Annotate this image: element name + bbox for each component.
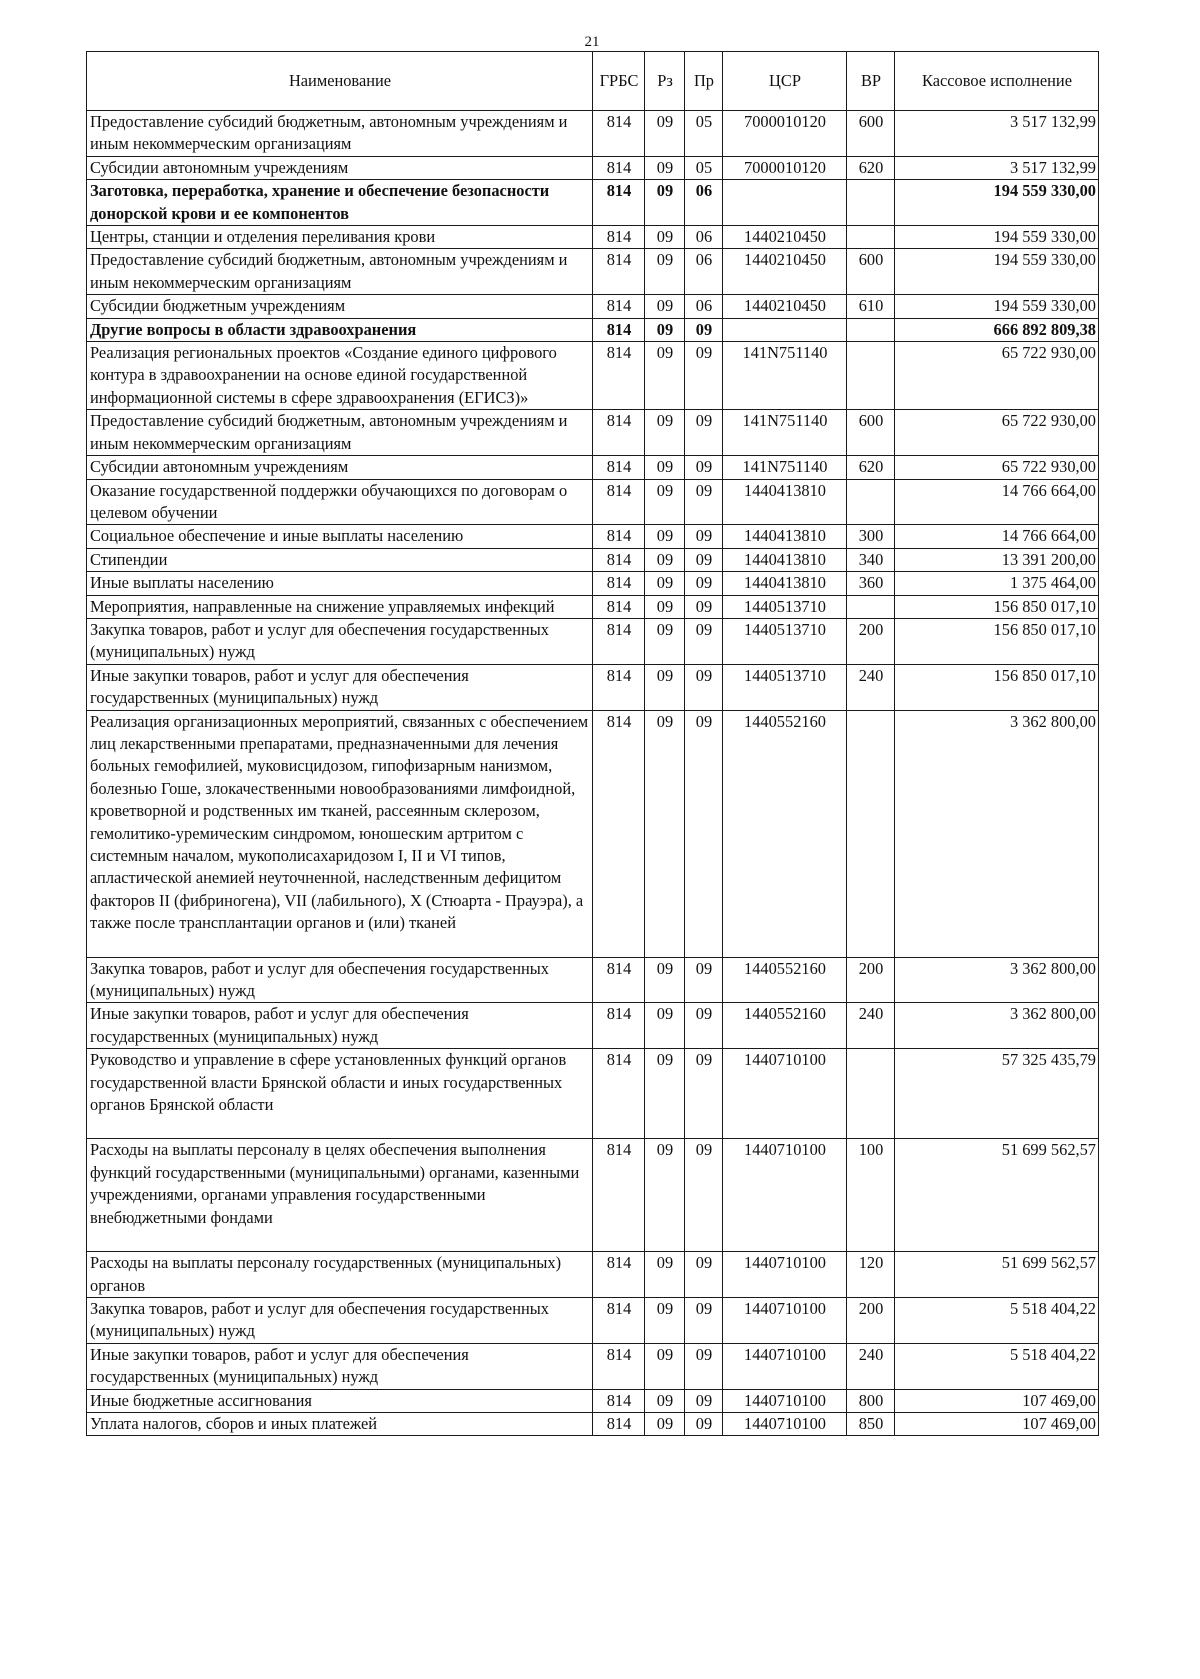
cell-vr: 240 — [847, 1003, 895, 1049]
cell-vr: 300 — [847, 525, 895, 548]
cell-csr: 141N751140 — [723, 456, 847, 479]
cell-amount: 3 362 800,00 — [895, 957, 1099, 1003]
cell-pr: 09 — [685, 1049, 723, 1139]
cell-pr: 09 — [685, 456, 723, 479]
cell-name: Закупка товаров, работ и услуг для обеспечения государственных (муниципальных) нужд — [87, 957, 593, 1003]
table-row — [87, 525, 1099, 548]
cell-grbs: 814 — [593, 664, 645, 710]
table-row — [87, 156, 1099, 179]
table-row — [87, 1252, 1099, 1298]
cell-rz: 09 — [645, 1343, 685, 1389]
cell-rz: 09 — [645, 156, 685, 179]
cell-vr: 340 — [847, 548, 895, 571]
cell-rz: 09 — [645, 572, 685, 595]
cell-name: Реализация региональных проектов «Создание единого цифрового контура в здравоохранении на основе единой государственной информационной системы в сфере здравоохранения (ЕГИСЗ)» — [87, 342, 593, 410]
cell-name: Заготовка, переработка, хранение и обеспечение безопасности донорской крови и ее компонентов — [87, 180, 593, 226]
cell-rz: 09 — [645, 1389, 685, 1412]
cell-csr: 1440513710 — [723, 595, 847, 618]
table-row — [87, 618, 1099, 664]
cell-csr: 1440413810 — [723, 525, 847, 548]
cell-rz: 09 — [645, 342, 685, 410]
cell-name: Расходы на выплаты персоналу в целях обеспечения выполнения функций государственными (муниципальными) органами, казенными учреждениями, органами управления государственными внебюджетными фондами — [87, 1139, 593, 1252]
cell-csr: 1440552160 — [723, 710, 847, 957]
cell-amount: 156 850 017,10 — [895, 595, 1099, 618]
cell-grbs: 814 — [593, 342, 645, 410]
cell-rz: 09 — [645, 410, 685, 456]
table-row — [87, 572, 1099, 595]
table-row — [87, 226, 1099, 249]
cell-grbs: 814 — [593, 1139, 645, 1252]
cell-rz: 09 — [645, 525, 685, 548]
cell-csr: 1440710100 — [723, 1297, 847, 1343]
header-amount: Кассовое исполнение — [895, 52, 1099, 111]
table-row — [87, 318, 1099, 341]
cell-name: Реализация организационных мероприятий, связанных с обеспечением лиц лекарственными препаратами, предназначенными для лечения больных гемофилией, муковисцидозом, гипофизарным нанизмом, болезнью Гоше, злокачественными новообразованиями лимфоидной, кроветворной и родственных им тканей, рассеянным склерозом, гемолитико-уремическим синдромом, юношеским артритом с системным началом, мукополисахаридозом I, II и VI типов, апластической анемией неуточненной, наследственным дефицитом факторов II (фибриногена), VII (лабильного), X (Стюарта - Прауэра), а также после трансплантации органов и (или) тканей — [87, 710, 593, 957]
cell-amount: 3 362 800,00 — [895, 710, 1099, 957]
cell-amount: 51 699 562,57 — [895, 1252, 1099, 1298]
table-row — [87, 295, 1099, 318]
cell-pr: 09 — [685, 957, 723, 1003]
cell-csr: 7000010120 — [723, 156, 847, 179]
cell-csr: 1440710100 — [723, 1252, 847, 1298]
table-row — [87, 1139, 1099, 1252]
cell-name: Иные закупки товаров, работ и услуг для обеспечения государственных (муниципальных) нужд — [87, 664, 593, 710]
cell-rz: 09 — [645, 1252, 685, 1298]
cell-amount: 666 892 809,38 — [895, 318, 1099, 341]
cell-vr: 600 — [847, 111, 895, 157]
table-row — [87, 456, 1099, 479]
cell-rz: 09 — [645, 111, 685, 157]
cell-name: Иные бюджетные ассигнования — [87, 1389, 593, 1412]
table-row — [87, 180, 1099, 226]
cell-vr: 240 — [847, 1343, 895, 1389]
cell-csr: 1440710100 — [723, 1049, 847, 1139]
cell-csr: 1440552160 — [723, 957, 847, 1003]
table-row — [87, 548, 1099, 571]
cell-csr: 1440210450 — [723, 295, 847, 318]
cell-grbs: 814 — [593, 1343, 645, 1389]
cell-grbs: 814 — [593, 456, 645, 479]
table-body — [87, 111, 1099, 1436]
cell-name: Субсидии автономным учреждениям — [87, 456, 593, 479]
cell-name: Центры, станции и отделения переливания крови — [87, 226, 593, 249]
cell-pr: 09 — [685, 710, 723, 957]
cell-csr: 1440513710 — [723, 618, 847, 664]
cell-pr: 09 — [685, 1297, 723, 1343]
cell-vr — [847, 180, 895, 226]
cell-pr: 09 — [685, 1139, 723, 1252]
cell-grbs: 814 — [593, 957, 645, 1003]
cell-rz: 09 — [645, 479, 685, 525]
cell-name: Закупка товаров, работ и услуг для обеспечения государственных (муниципальных) нужд — [87, 1297, 593, 1343]
cell-rz: 09 — [645, 456, 685, 479]
cell-grbs: 814 — [593, 410, 645, 456]
cell-grbs: 814 — [593, 318, 645, 341]
cell-amount: 13 391 200,00 — [895, 548, 1099, 571]
cell-csr: 1440710100 — [723, 1389, 847, 1412]
header-rz: Рз — [645, 52, 685, 111]
cell-name: Субсидии автономным учреждениям — [87, 156, 593, 179]
table-row — [87, 1389, 1099, 1412]
table-row — [87, 595, 1099, 618]
cell-amount: 194 559 330,00 — [895, 295, 1099, 318]
cell-vr: 200 — [847, 1297, 895, 1343]
table-row — [87, 664, 1099, 710]
cell-vr: 240 — [847, 664, 895, 710]
cell-grbs: 814 — [593, 710, 645, 957]
cell-csr: 1440413810 — [723, 572, 847, 595]
table-row — [87, 957, 1099, 1003]
cell-pr: 09 — [685, 1252, 723, 1298]
cell-vr — [847, 710, 895, 957]
cell-rz: 09 — [645, 249, 685, 295]
cell-csr: 1440710100 — [723, 1412, 847, 1435]
cell-name: Предоставление субсидий бюджетным, автономным учреждениям и иным некоммерческим организациям — [87, 111, 593, 157]
table-row — [87, 1343, 1099, 1389]
cell-csr: 1440210450 — [723, 226, 847, 249]
cell-grbs: 814 — [593, 226, 645, 249]
cell-amount: 194 559 330,00 — [895, 180, 1099, 226]
cell-amount: 51 699 562,57 — [895, 1139, 1099, 1252]
cell-vr — [847, 479, 895, 525]
table-row — [87, 1412, 1099, 1435]
header-vr: ВР — [847, 52, 895, 111]
cell-vr: 620 — [847, 156, 895, 179]
cell-grbs: 814 — [593, 1003, 645, 1049]
cell-amount: 65 722 930,00 — [895, 342, 1099, 410]
cell-pr: 09 — [685, 342, 723, 410]
cell-grbs: 814 — [593, 1412, 645, 1435]
cell-name: Субсидии бюджетным учреждениям — [87, 295, 593, 318]
cell-name: Социальное обеспечение и иные выплаты населению — [87, 525, 593, 548]
cell-pr: 09 — [685, 318, 723, 341]
cell-pr: 09 — [685, 1412, 723, 1435]
cell-vr — [847, 226, 895, 249]
cell-pr: 06 — [685, 249, 723, 295]
cell-amount: 156 850 017,10 — [895, 618, 1099, 664]
cell-csr: 1440210450 — [723, 249, 847, 295]
cell-csr: 1440413810 — [723, 548, 847, 571]
cell-pr: 09 — [685, 410, 723, 456]
cell-pr: 05 — [685, 156, 723, 179]
cell-vr: 100 — [847, 1139, 895, 1252]
cell-rz: 09 — [645, 618, 685, 664]
cell-csr: 1440513710 — [723, 664, 847, 710]
cell-csr: 1440413810 — [723, 479, 847, 525]
cell-pr: 06 — [685, 180, 723, 226]
cell-pr: 09 — [685, 572, 723, 595]
cell-name: Оказание государственной поддержки обучающихся по договорам о целевом обучении — [87, 479, 593, 525]
page-number: 21 — [584, 34, 600, 50]
cell-name: Мероприятия, направленные на снижение управляемых инфекций — [87, 595, 593, 618]
cell-grbs: 814 — [593, 1297, 645, 1343]
cell-name: Иные закупки товаров, работ и услуг для обеспечения государственных (муниципальных) нужд — [87, 1343, 593, 1389]
cell-name: Уплата налогов, сборов и иных платежей — [87, 1412, 593, 1435]
cell-vr: 120 — [847, 1252, 895, 1298]
cell-grbs: 814 — [593, 156, 645, 179]
table-row — [87, 410, 1099, 456]
cell-name: Руководство и управление в сфере установленных функций органов государственной власти Брянской области и иных государственных органов Брянской области — [87, 1049, 593, 1139]
cell-name: Закупка товаров, работ и услуг для обеспечения государственных (муниципальных) нужд — [87, 618, 593, 664]
cell-vr — [847, 318, 895, 341]
cell-amount: 5 518 404,22 — [895, 1297, 1099, 1343]
cell-amount: 3 517 132,99 — [895, 156, 1099, 179]
table-row — [87, 111, 1099, 157]
cell-vr — [847, 342, 895, 410]
cell-csr — [723, 180, 847, 226]
cell-grbs: 814 — [593, 249, 645, 295]
cell-vr: 600 — [847, 410, 895, 456]
cell-name: Стипендии — [87, 548, 593, 571]
cell-vr: 200 — [847, 618, 895, 664]
table-row — [87, 479, 1099, 525]
cell-pr: 06 — [685, 295, 723, 318]
cell-grbs: 814 — [593, 295, 645, 318]
cell-grbs: 814 — [593, 572, 645, 595]
cell-vr: 200 — [847, 957, 895, 1003]
cell-rz: 09 — [645, 226, 685, 249]
cell-grbs: 814 — [593, 618, 645, 664]
cell-pr: 09 — [685, 618, 723, 664]
cell-grbs: 814 — [593, 1049, 645, 1139]
cell-name: Расходы на выплаты персоналу государственных (муниципальных) органов — [87, 1252, 593, 1298]
cell-pr: 09 — [685, 1389, 723, 1412]
header-pr: Пр — [685, 52, 723, 111]
cell-csr: 1440710100 — [723, 1343, 847, 1389]
cell-name: Иные выплаты населению — [87, 572, 593, 595]
cell-grbs: 814 — [593, 180, 645, 226]
cell-rz: 09 — [645, 295, 685, 318]
budget-execution-table — [86, 51, 1099, 1436]
cell-csr — [723, 318, 847, 341]
cell-vr: 610 — [847, 295, 895, 318]
cell-vr: 360 — [847, 572, 895, 595]
cell-csr: 1440710100 — [723, 1139, 847, 1252]
cell-pr: 09 — [685, 1343, 723, 1389]
cell-grbs: 814 — [593, 548, 645, 571]
cell-name: Другие вопросы в области здравоохранения — [87, 318, 593, 341]
cell-rz: 09 — [645, 710, 685, 957]
cell-amount: 107 469,00 — [895, 1412, 1099, 1435]
cell-pr: 06 — [685, 226, 723, 249]
cell-csr: 1440552160 — [723, 1003, 847, 1049]
cell-pr: 09 — [685, 595, 723, 618]
cell-csr: 7000010120 — [723, 111, 847, 157]
cell-rz: 09 — [645, 318, 685, 341]
cell-vr — [847, 1049, 895, 1139]
table-row — [87, 342, 1099, 410]
table-row — [87, 710, 1099, 957]
cell-vr: 800 — [847, 1389, 895, 1412]
cell-pr: 09 — [685, 525, 723, 548]
cell-vr: 620 — [847, 456, 895, 479]
cell-amount: 14 766 664,00 — [895, 479, 1099, 525]
cell-name: Иные закупки товаров, работ и услуг для обеспечения государственных (муниципальных) нужд — [87, 1003, 593, 1049]
cell-pr: 09 — [685, 479, 723, 525]
cell-amount: 3 362 800,00 — [895, 1003, 1099, 1049]
cell-rz: 09 — [645, 664, 685, 710]
cell-amount: 156 850 017,10 — [895, 664, 1099, 710]
cell-rz: 09 — [645, 1412, 685, 1435]
cell-pr: 09 — [685, 1003, 723, 1049]
table-row — [87, 249, 1099, 295]
table-row — [87, 1049, 1099, 1139]
cell-amount: 194 559 330,00 — [895, 226, 1099, 249]
cell-grbs: 814 — [593, 1389, 645, 1412]
table-header-row — [87, 52, 1099, 111]
cell-rz: 09 — [645, 1003, 685, 1049]
cell-vr: 850 — [847, 1412, 895, 1435]
cell-rz: 09 — [645, 1049, 685, 1139]
cell-csr: 141N751140 — [723, 410, 847, 456]
cell-amount: 3 517 132,99 — [895, 111, 1099, 157]
cell-amount: 14 766 664,00 — [895, 525, 1099, 548]
cell-pr: 05 — [685, 111, 723, 157]
cell-amount: 65 722 930,00 — [895, 410, 1099, 456]
cell-name: Предоставление субсидий бюджетным, автономным учреждениям и иным некоммерческим организациям — [87, 410, 593, 456]
cell-amount: 57 325 435,79 — [895, 1049, 1099, 1139]
cell-grbs: 814 — [593, 111, 645, 157]
cell-vr — [847, 595, 895, 618]
cell-grbs: 814 — [593, 595, 645, 618]
table-row — [87, 1297, 1099, 1343]
cell-amount: 194 559 330,00 — [895, 249, 1099, 295]
header-name: Наименование — [87, 52, 593, 111]
header-grbs: ГРБС — [593, 52, 645, 111]
cell-amount: 1 375 464,00 — [895, 572, 1099, 595]
cell-rz: 09 — [645, 957, 685, 1003]
cell-rz: 09 — [645, 180, 685, 226]
cell-name: Предоставление субсидий бюджетным, автономным учреждениям и иным некоммерческим организациям — [87, 249, 593, 295]
cell-grbs: 814 — [593, 1252, 645, 1298]
header-csr: ЦСР — [723, 52, 847, 111]
cell-pr: 09 — [685, 664, 723, 710]
cell-amount: 5 518 404,22 — [895, 1343, 1099, 1389]
cell-pr: 09 — [685, 548, 723, 571]
cell-rz: 09 — [645, 548, 685, 571]
cell-grbs: 814 — [593, 525, 645, 548]
cell-rz: 09 — [645, 595, 685, 618]
table-row — [87, 1003, 1099, 1049]
cell-rz: 09 — [645, 1139, 685, 1252]
cell-grbs: 814 — [593, 479, 645, 525]
cell-rz: 09 — [645, 1297, 685, 1343]
cell-amount: 65 722 930,00 — [895, 456, 1099, 479]
cell-vr: 600 — [847, 249, 895, 295]
cell-amount: 107 469,00 — [895, 1389, 1099, 1412]
cell-csr: 141N751140 — [723, 342, 847, 410]
